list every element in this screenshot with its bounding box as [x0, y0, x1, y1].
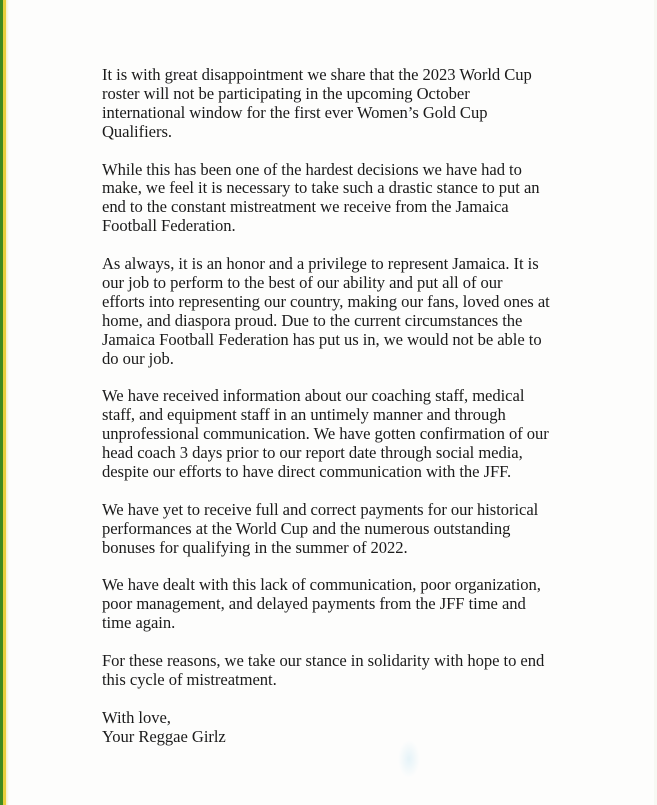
paragraph-announcement [102, 66, 582, 142]
text-line: Qualifiers. [102, 121, 172, 141]
text-line: despite our efforts to have direct communication with the JFF. [102, 461, 512, 481]
paragraph-payments [102, 501, 582, 558]
text-line: our job to perform to the best of our ability and put all of our [102, 272, 503, 292]
statement-letter [102, 66, 582, 747]
left-border-fade [6, 0, 9, 805]
text-line: do our job. [102, 348, 174, 368]
text-line: poor management, and delayed payments from the JFF time and [102, 594, 526, 614]
faint-watermark-smudge [398, 740, 420, 778]
text-line: For these reasons, we take our stance in solidarity with hope to end [102, 651, 545, 670]
text-line: We have yet to receive full and correct payments for our historical [102, 499, 539, 519]
text-line: Football Federation. [102, 216, 236, 236]
paragraph-decision [102, 161, 582, 237]
paragraph-communication [102, 387, 582, 482]
text-line: home, and diaspora proud. Due to the current circumstances the [102, 310, 523, 330]
text-line: head coach 3 days prior to our report date through social media, [102, 443, 523, 463]
text-line: We have received information about our coaching staff, medical [102, 386, 525, 406]
text-line: While this has been one of the hardest decisions we have had to [102, 159, 522, 179]
text-line: end to the constant mistreatment we receive from the Jamaica [102, 197, 509, 217]
paragraph-honor [102, 255, 582, 368]
text-line: international window for the first ever Women’s Gold Cup [102, 102, 488, 122]
text-line: performances at the World Cup and the numerous outstanding [102, 518, 511, 538]
closing-line: With love, [102, 707, 171, 727]
text-line: staff, and equipment staff in an untimely manner and through [102, 405, 506, 425]
text-line: It is with great disappointment we share that the 2023 World Cup [102, 65, 532, 84]
text-line: unprofessional communication. We have gotten confirmation of our [102, 424, 549, 444]
text-line: this cycle of mistreatment. [102, 669, 277, 689]
paragraph-conclusion [102, 652, 582, 690]
text-line: efforts into representing our country, making our fans, loved ones at [102, 291, 550, 311]
paragraph-dealt-with [102, 576, 582, 633]
text-line: bonuses for qualifying in the summer of 2022. [102, 537, 408, 557]
text-line: Jamaica Football Federation has put us in, we would not be able to [102, 329, 542, 349]
signoff [102, 709, 582, 747]
text-line: roster will not be participating in the upcoming October [102, 83, 470, 103]
text-line: As always, it is an honor and a privilege to represent Jamaica. It is [102, 254, 539, 274]
text-line: make, we feel it is necessary to take such a drastic stance to put an [102, 178, 540, 198]
text-line: We have dealt with this lack of communication, poor organization, [102, 575, 541, 595]
text-line: time again. [102, 613, 176, 633]
signature: Your Reggae Girlz [102, 726, 226, 746]
